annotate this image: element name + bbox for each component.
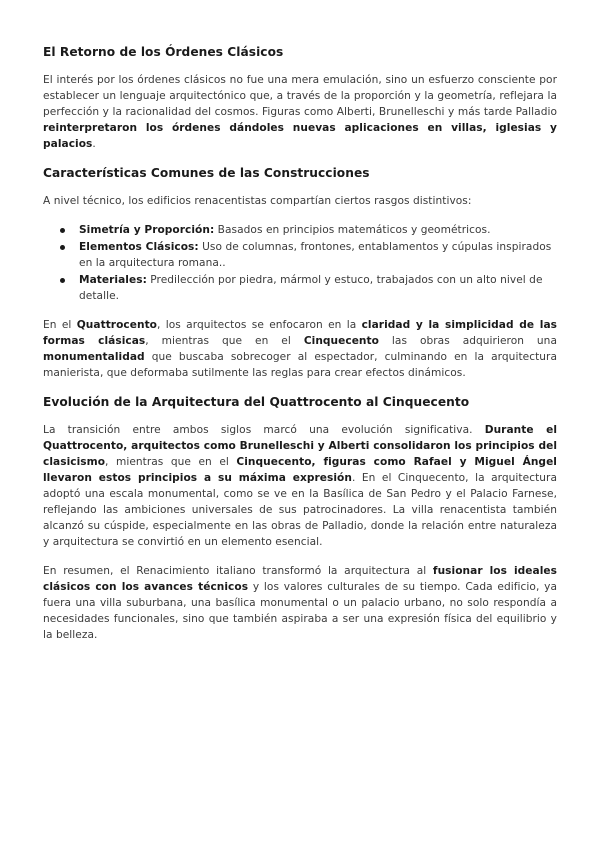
- text-run: y los valores culturales de su tiempo. Cada edificio, ya fuera una villa suburbana, una basílica monumental o un palacio urbano, no solo respondía a necesidades funcionales, sino que también aspiraba a ser una expresión física del equilibrio y la belleza.: [43, 581, 557, 641]
- text-run: Basados en principios matemáticos y geométricos.: [214, 224, 491, 236]
- section-heading: Evolución de la Arquitectura del Quattrocento al Cinquecento: [43, 395, 470, 409]
- text-run: En el: [43, 319, 77, 331]
- text-run: En resumen, el Renacimiento italiano transformó la arquitectura al: [43, 565, 433, 577]
- text-run: que buscaba sobrecoger al espectador, culminando en la arquitectura manierista, que deformaba sutilmente las reglas para crear efectos dinámicos.: [43, 351, 557, 379]
- text-run: Uso de columnas, frontones, entablamentos y cúpulas inspirados en la arquitectura romana..: [79, 241, 552, 269]
- bold-run: Durante el Quattrocento, arquitectos como Brunelleschi y Alberti consolidaron los principios del clasicismo: [43, 424, 557, 468]
- section-caracteristicas: [43, 165, 557, 381]
- text-run: El interés por los órdenes clásicos no fue una mera emulación, sino un esfuerzo consciente por establecer un lenguaje arquitectónico que, a través de la proporción y la geometría, reflejara la perfección y la racionalidad del cosmos. Figuras como Alberti, Brunelleschi y más tarde Palladio: [43, 74, 557, 118]
- bold-run: Cinquecento, figuras como Rafael y Miguel Ángel llevaron estos principios a su máxima expresión: [43, 456, 557, 484]
- text-run: .: [92, 138, 96, 150]
- bullet-list: [43, 222, 557, 304]
- text-run: , los arquitectos se enfocaron en la: [157, 319, 362, 331]
- section-heading: Características Comunes de las Construcciones: [43, 166, 370, 180]
- bold-run: claridad y la simplicidad de las formas clásicas: [43, 319, 557, 347]
- text-run: las obras adquirieron una: [378, 335, 557, 347]
- paragraph: [43, 422, 557, 550]
- bold-run: reinterpretaron los órdenes dándoles nuevas aplicaciones en villas, iglesias y palacios: [43, 122, 557, 150]
- bold-run: Quattrocento: [76, 319, 158, 331]
- text-run: Predilección por piedra, mármol y estuco, trabajados con un alto nivel de detalle.: [79, 274, 543, 302]
- list-item: [43, 272, 557, 304]
- paragraph: [43, 563, 557, 643]
- paragraph: [43, 317, 557, 381]
- bold-run: fusionar los ideales clásicos con los avances técnicos: [43, 565, 557, 593]
- bullet-icon: [60, 245, 65, 250]
- list-item: [43, 222, 557, 238]
- section-retorno: [43, 44, 557, 152]
- bold-run: monumentalidad: [43, 351, 145, 363]
- list-item: [43, 239, 557, 271]
- paragraph: [43, 72, 557, 152]
- bold-run: Cinquecento: [303, 335, 379, 347]
- bullet-icon: [60, 278, 65, 283]
- bullet-icon: [60, 228, 65, 233]
- text-run: , mientras que en el: [145, 335, 304, 347]
- text-run: , mientras que en el: [105, 456, 237, 468]
- bold-run: Elementos Clásicos:: [79, 241, 199, 253]
- bold-run: Materiales:: [79, 274, 147, 286]
- bold-run: Simetría y Proporción:: [79, 224, 215, 236]
- section-evolucion: [43, 394, 557, 643]
- text-run: La transición entre ambos siglos marcó una evolución significativa.: [43, 424, 485, 436]
- section-heading: El Retorno de los Órdenes Clásicos: [43, 45, 284, 59]
- text-run: . En el Cinquecento, la arquitectura adoptó una escala monumental, como se ve en la Basílica de San Pedro y el Palacio Farnese, reflejando las ambiciones universales de sus patrocinadores. La villa renacentista también alcanzó su cúspide, especialmente en las obras de Palladio, donde la relación entre naturaleza y arquitectura se convirtió en un elemento esencial.: [43, 472, 557, 548]
- paragraph: A nivel técnico, los edificios renacentistas compartían ciertos rasgos distintivos:: [43, 195, 472, 207]
